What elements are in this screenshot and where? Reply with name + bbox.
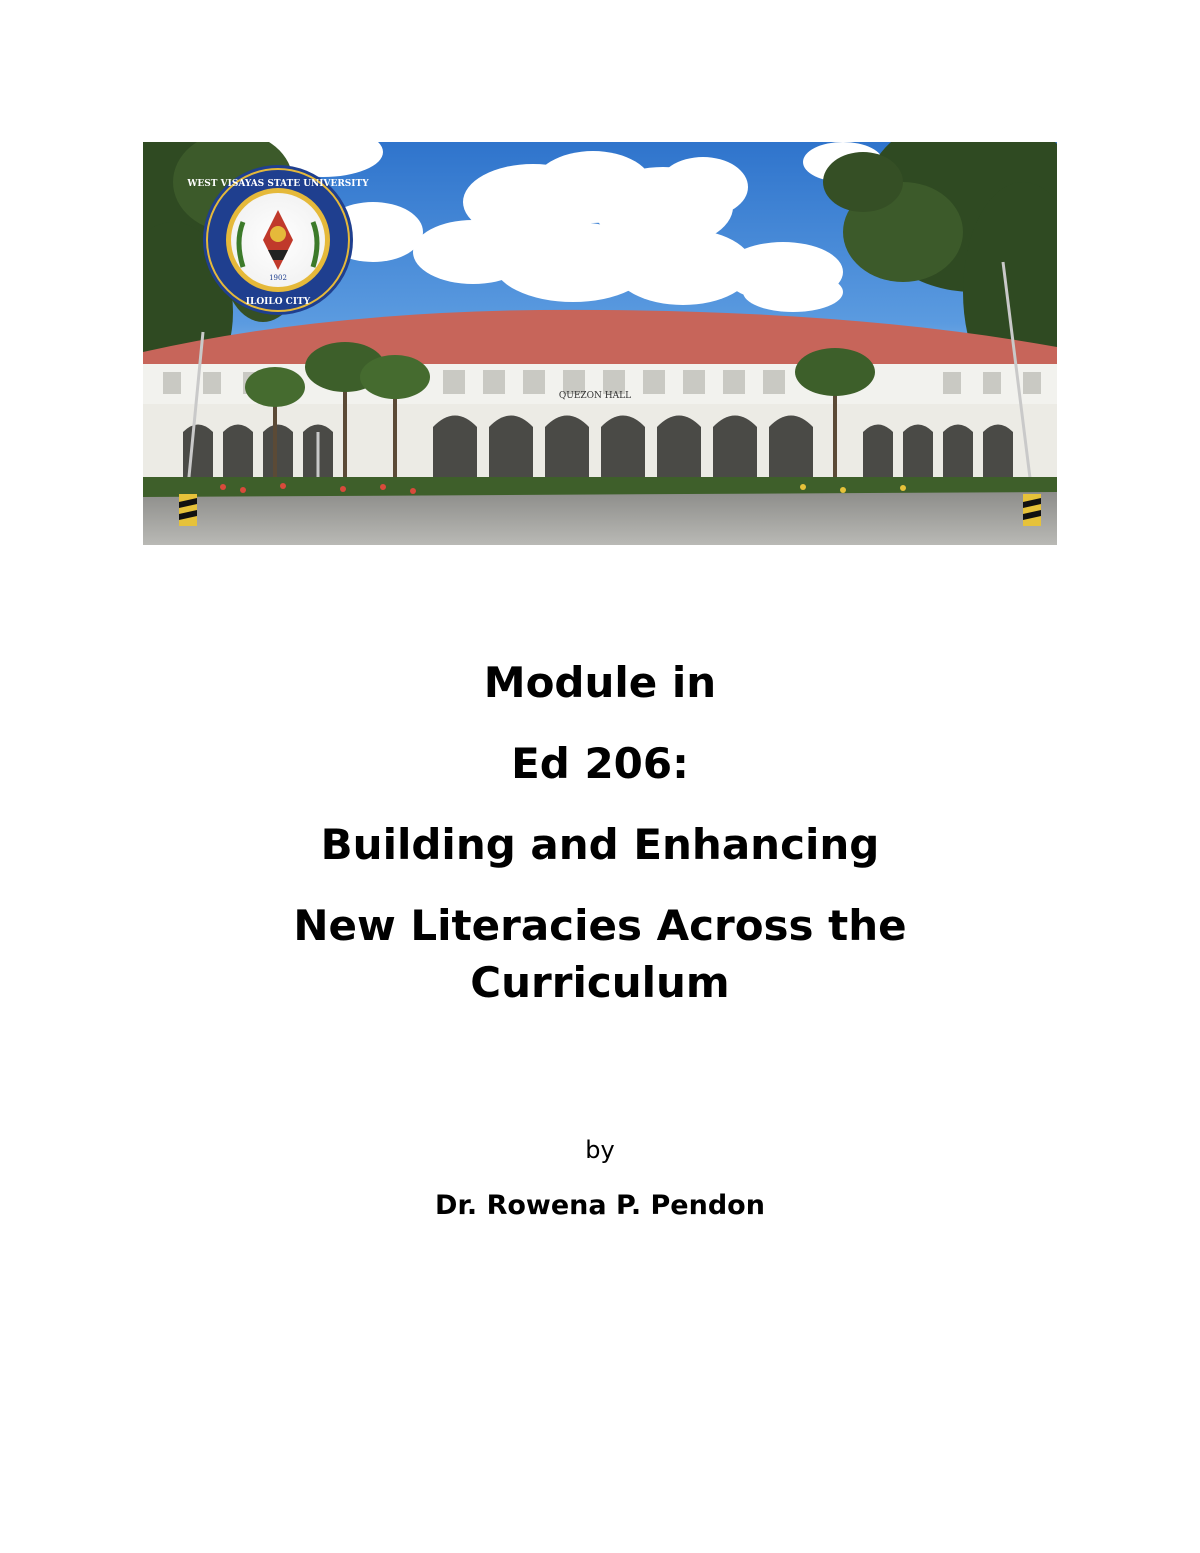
author-name: Dr. Rowena P. Pendon: [435, 1190, 765, 1221]
title-line-3: Building and Enhancing: [320, 820, 880, 869]
title-line-2: Ed 206:: [511, 739, 689, 788]
by-label: by: [585, 1136, 615, 1164]
seal-text-top: WEST VISAYAS STATE UNIVERSITY: [187, 179, 369, 189]
title-line-4: New Literacies Across the: [293, 901, 907, 950]
road: [143, 492, 1057, 545]
campus-photo-illustration: [143, 142, 1057, 545]
seal-text-bottom: ILOILO CITY: [245, 297, 311, 307]
seal-year: 1902: [269, 274, 287, 282]
title-line-1: Module in: [483, 658, 717, 707]
title-line-5: Curriculum: [470, 958, 730, 1007]
cover-banner-photo: [143, 142, 1057, 545]
building-sign: QUEZON HALL: [558, 391, 632, 401]
module-title: [0, 654, 1200, 1011]
